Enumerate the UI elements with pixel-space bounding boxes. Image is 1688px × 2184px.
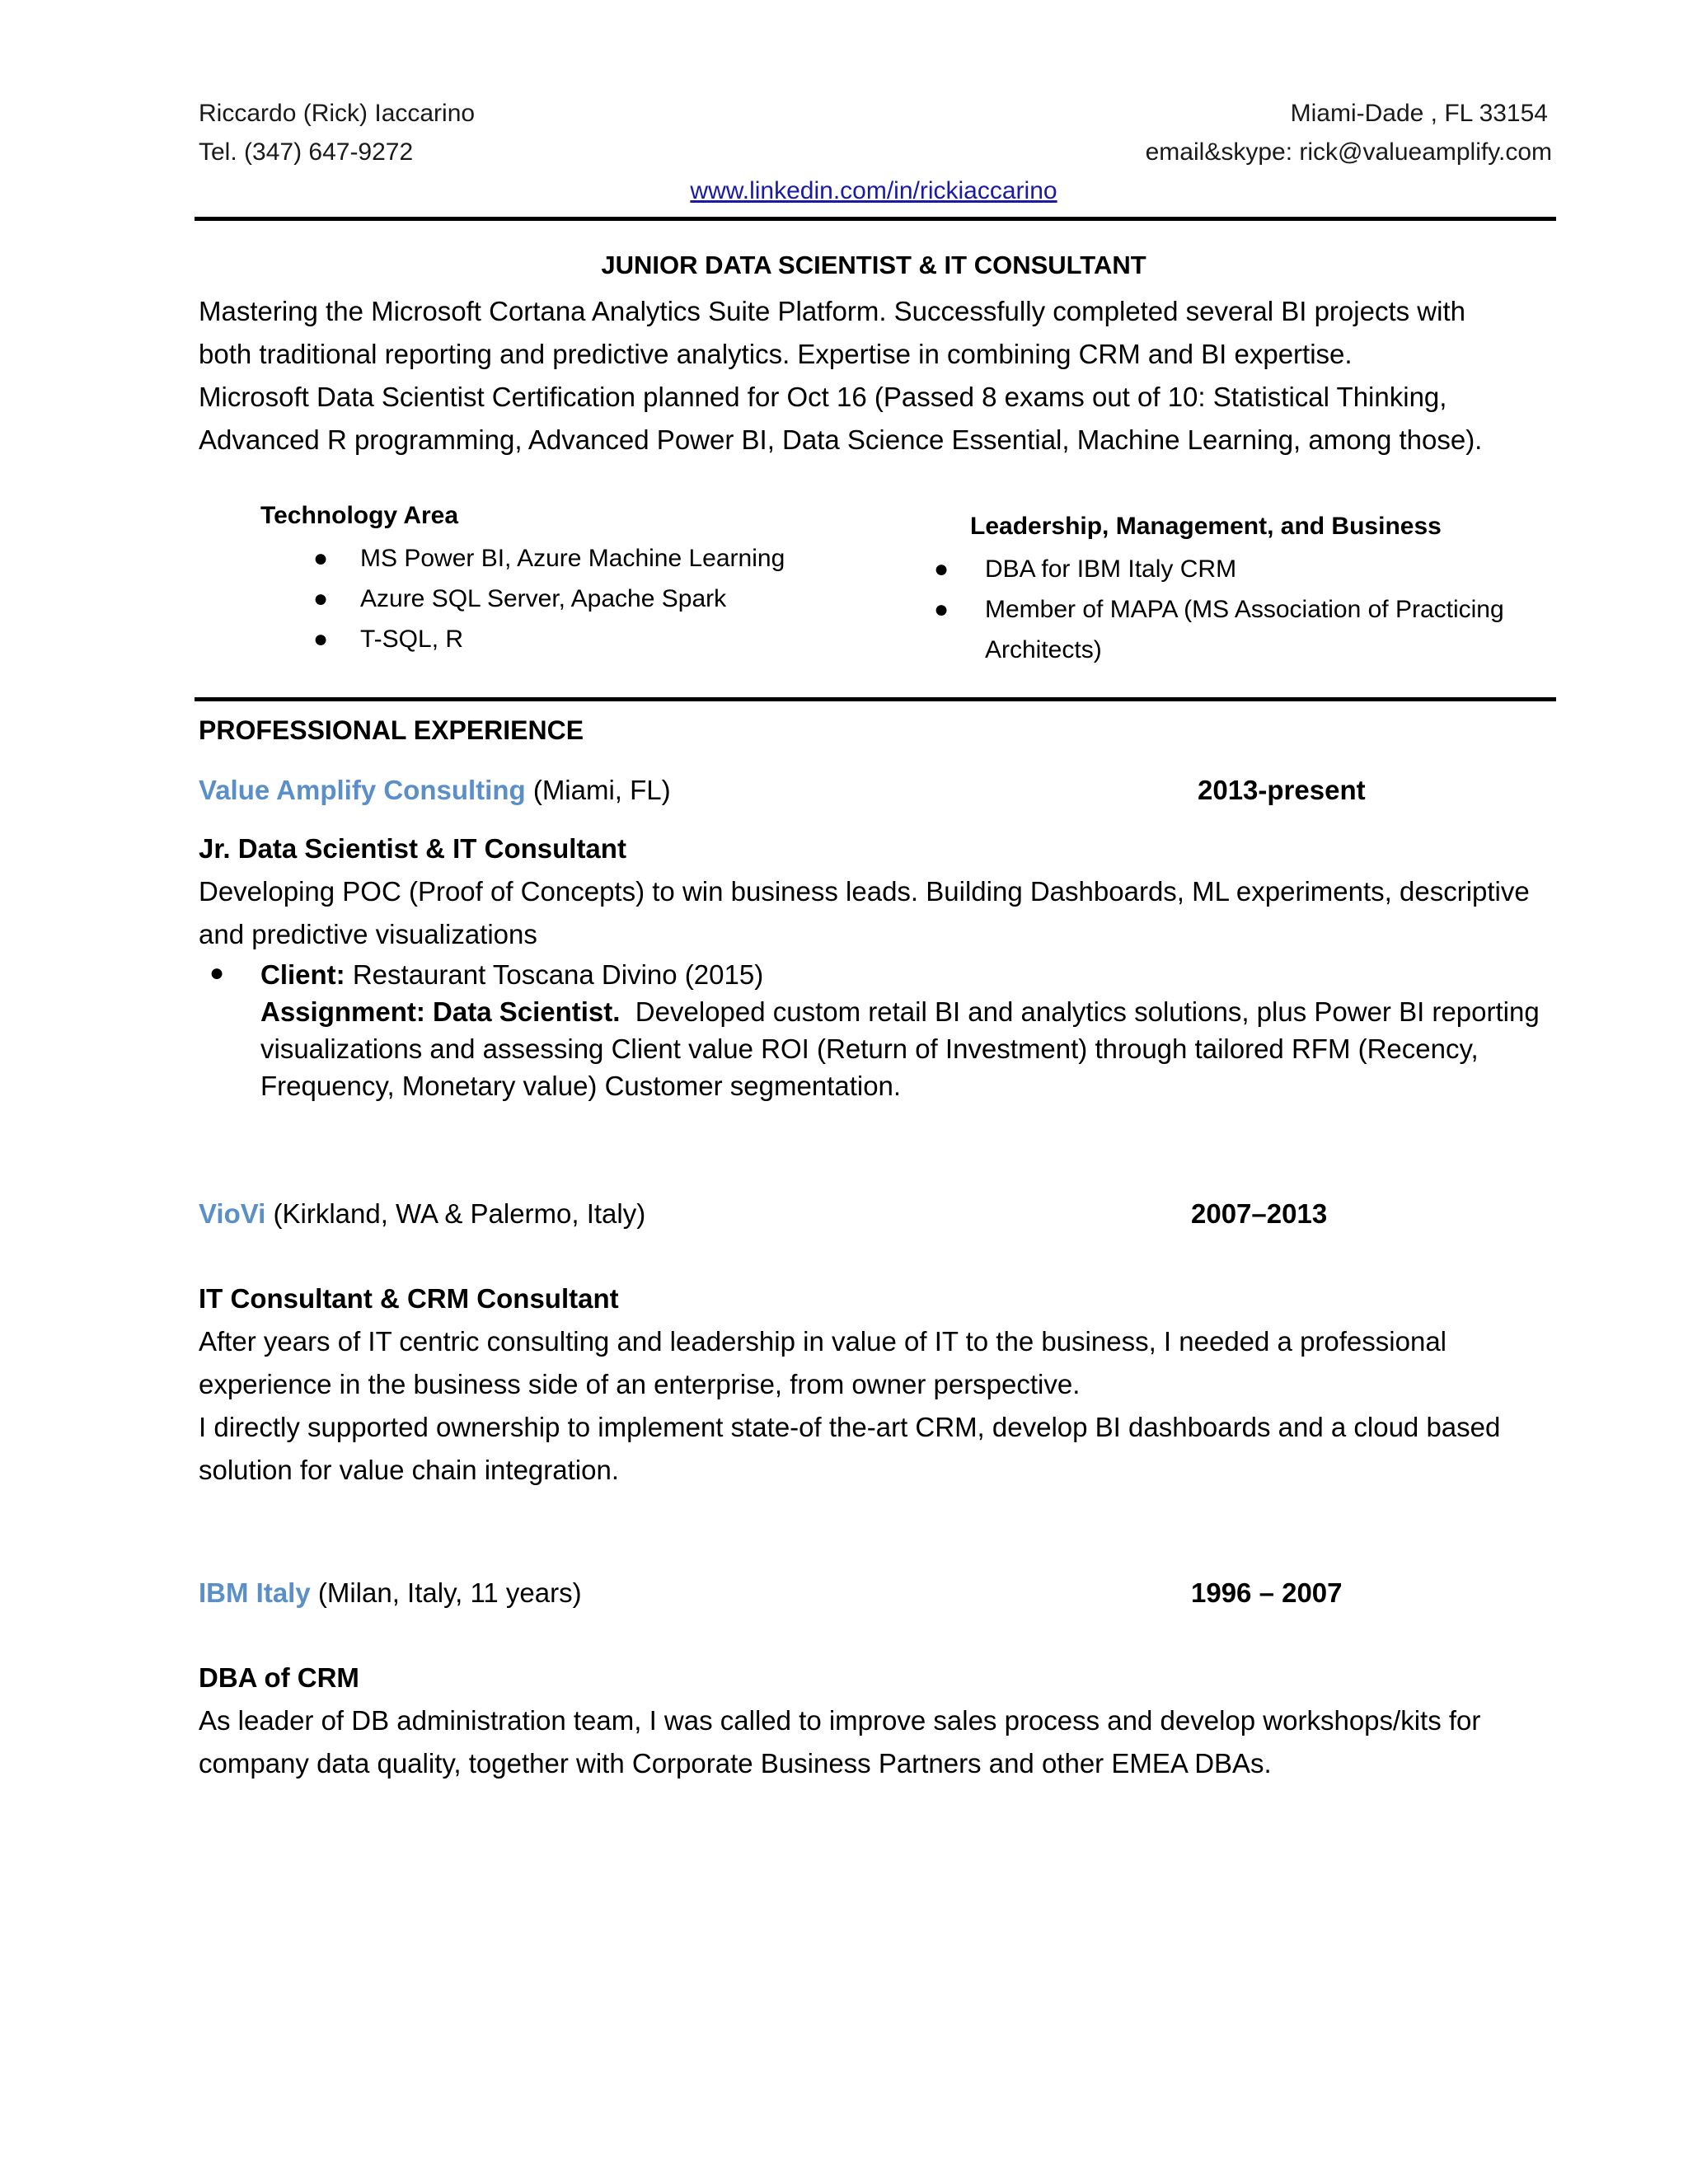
list-item: ● T-SQL, R xyxy=(313,626,464,653)
summary-line: both traditional reporting and predictive analytics. Expertise in combining CRM and BI expertise. xyxy=(199,339,1353,369)
desc-line: and predictive visualizations xyxy=(199,919,537,949)
company-name: VioVi xyxy=(199,1198,266,1229)
client-label: Client: xyxy=(260,959,345,990)
client-entry xyxy=(260,956,1540,1104)
desc-line: experience in the business side of an enterprise, from owner perspective. xyxy=(199,1369,1081,1399)
job-title-heading: JUNIOR DATA SCIENTIST & IT CONSULTANT xyxy=(601,251,1146,279)
assignment-line: visualizations and assessing Client value ROI (Return of Investment) through tailored RFM (Recency, xyxy=(260,1033,1479,1064)
summary-line: Microsoft Data Scientist Certification planned for Oct 16 (Passed 8 exams out of 10: Statistical Thinking, xyxy=(199,382,1447,412)
location: Miami-Dade , FL 33154 xyxy=(1290,100,1548,127)
job-header xyxy=(199,1572,582,1615)
desc-line: I directly supported ownership to implement state-of the-art CRM, develop BI dashboards and a cloud based xyxy=(199,1412,1501,1442)
job-description xyxy=(199,1320,1559,1492)
list-item: ● DBA for IBM Italy CRM xyxy=(934,555,1237,583)
job-description xyxy=(199,870,1559,956)
job-role: Jr. Data Scientist & IT Consultant xyxy=(199,833,626,864)
phone-number: Tel. (347) 647-9272 xyxy=(199,138,414,166)
leadership-heading: Leadership, Management, and Business xyxy=(970,513,1442,540)
job-period: 2013-present xyxy=(1198,775,1366,805)
assignment-label: Assignment: Data Scientist. xyxy=(260,996,621,1027)
assignment-line: Frequency, Monetary value) Customer segmentation. xyxy=(260,1071,902,1101)
job-header xyxy=(199,1193,645,1235)
linkedin-link[interactable]: www.linkedin.com/in/rickiaccarino xyxy=(690,177,1057,204)
job-period: 2007–2013 xyxy=(1191,1198,1328,1229)
assignment-line: Developed custom retail BI and analytics solutions, plus Power BI reporting xyxy=(635,996,1540,1027)
list-item: Architects) xyxy=(985,636,1102,663)
technology-area-heading: Technology Area xyxy=(260,502,459,529)
bullet-dot: ● xyxy=(209,959,225,987)
summary-line: Mastering the Microsoft Cortana Analytics Suite Platform. Successfully completed several BI projects with xyxy=(199,296,1465,326)
job-role: DBA of CRM xyxy=(199,1662,359,1693)
section-divider xyxy=(195,697,1556,701)
client-value: Restaurant Toscana Divino (2015) xyxy=(352,959,764,990)
list-item: ● MS Power BI, Azure Machine Learning xyxy=(313,545,785,572)
desc-line: solution for value chain integration. xyxy=(199,1455,619,1485)
leadership-list xyxy=(934,549,1504,670)
experience-heading: PROFESSIONAL EXPERIENCE xyxy=(199,715,584,745)
job-description xyxy=(199,1699,1559,1785)
summary-paragraph xyxy=(199,290,1559,462)
desc-line: As leader of DB administration team, I was called to improve sales process and develop workshops/kits for xyxy=(199,1705,1481,1736)
company-name: IBM Italy xyxy=(199,1577,311,1608)
job-location: (Miami, FL) xyxy=(532,775,671,805)
email-skype: email&skype: rick@valueamplify.com xyxy=(1145,138,1552,166)
job-role: IT Consultant & CRM Consultant xyxy=(199,1283,619,1314)
header-divider xyxy=(195,217,1556,221)
desc-line: company data quality, together with Corporate Business Partners and other EMEA DBAs. xyxy=(199,1748,1272,1779)
job-location: (Milan, Italy, 11 years) xyxy=(317,1577,582,1608)
list-item: ● Azure SQL Server, Apache Spark xyxy=(313,585,727,612)
candidate-name: Riccardo (Rick) Iaccarino xyxy=(199,100,476,127)
job-period: 1996 – 2007 xyxy=(1191,1577,1343,1608)
company-name: Value Amplify Consulting xyxy=(199,775,526,805)
desc-line: Developing POC (Proof of Concepts) to win business leads. Building Dashboards, ML experiments, descriptive xyxy=(199,876,1530,907)
list-item: ● Member of MAPA (MS Association of Practicing xyxy=(934,596,1504,623)
technology-list xyxy=(313,538,785,659)
job-header xyxy=(199,769,671,812)
summary-line: Advanced R programming, Advanced Power BI, Data Science Essential, Machine Learning, among those). xyxy=(199,424,1483,455)
job-location: (Kirkland, WA & Palermo, Italy) xyxy=(273,1198,646,1229)
desc-line: After years of IT centric consulting and leadership in value of IT to the business, I needed a professional xyxy=(199,1326,1447,1357)
